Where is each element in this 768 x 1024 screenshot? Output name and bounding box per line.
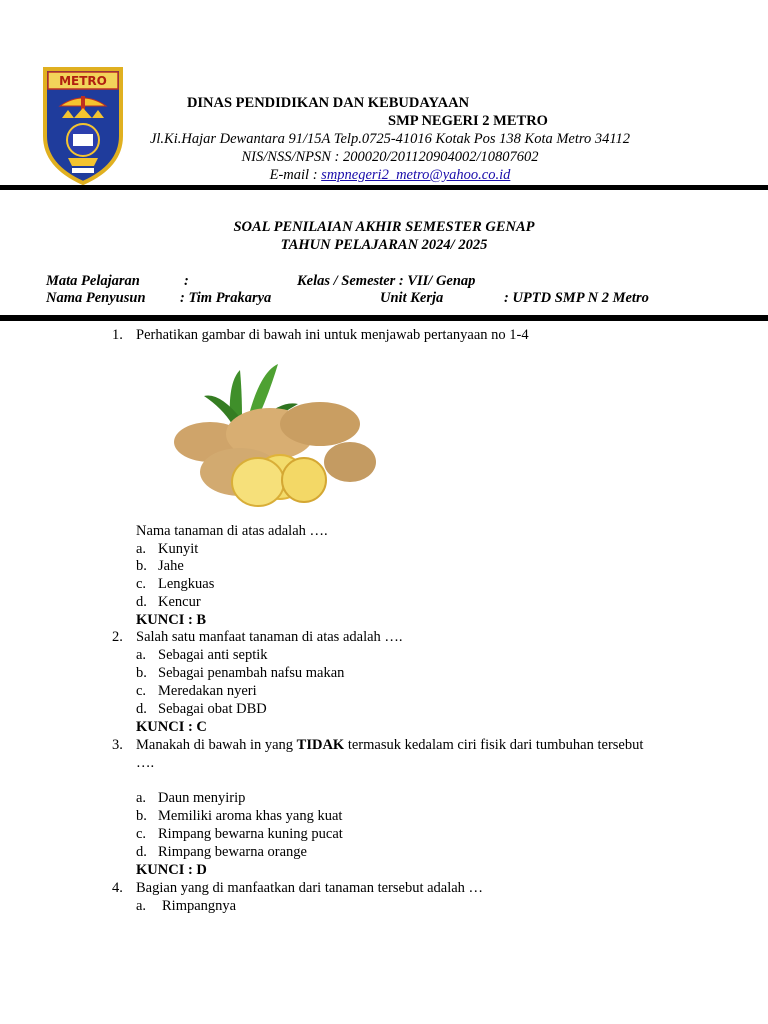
subject-label: Mata Pelajaran <box>46 273 140 289</box>
logo-text: METRO <box>59 74 107 88</box>
question-3-option-a <box>136 789 245 807</box>
option-letter: a. <box>136 541 147 557</box>
question-1-option-a <box>136 540 198 558</box>
question-2-option-b <box>136 664 344 682</box>
option-letter: a. <box>136 790 147 806</box>
question-1-option-c <box>136 575 214 593</box>
question-1-key: KUNCI : B <box>136 612 207 628</box>
author-value: : Tim Prakarya <box>180 290 272 306</box>
question-text-emphasis: TIDAK <box>296 737 345 753</box>
exam-title: SOAL PENILAIAN AKHIR SEMESTER GENAP <box>233 219 535 235</box>
question-text-post: termasuk kedalam ciri fisik dari tumbuhan tersebut <box>344 737 644 753</box>
question-text-pre: Manakah di bawah in yang <box>136 737 297 753</box>
option-letter: b. <box>136 665 147 681</box>
exam-year: TAHUN PELAJARAN 2024/ 2025 <box>280 237 488 253</box>
option-letter: c. <box>136 576 147 592</box>
question-3-option-b <box>136 807 342 825</box>
option-letter: d. <box>136 701 147 717</box>
subject-colon: : <box>184 273 189 289</box>
option-letter: d. <box>136 594 147 610</box>
option-text: Sebagai obat DBD <box>158 701 267 717</box>
header-email <box>130 166 650 184</box>
question-number: 4. <box>112 880 123 896</box>
option-letter: d. <box>136 844 147 860</box>
option-text: Daun menyirip <box>158 790 246 806</box>
question-3-option-c <box>136 825 343 843</box>
option-text: Kunyit <box>158 541 199 557</box>
header-school-name: SMP NEGERI 2 METRO <box>388 113 548 129</box>
ginger-image <box>170 362 400 512</box>
question-2 <box>112 628 403 646</box>
question-number: 1. <box>112 327 123 343</box>
class-semester: Kelas / Semester : VII/ Genap <box>297 273 476 289</box>
question-3 <box>112 736 643 754</box>
question-1-option-b <box>136 557 184 575</box>
question-text: Bagian yang di manfaatkan dari tanaman tersebut adalah … <box>136 880 484 896</box>
option-text: Meredakan nyeri <box>158 683 257 699</box>
option-text: Sebagai anti septik <box>158 647 268 663</box>
option-letter: a. <box>136 647 147 663</box>
question-text: Salah satu manfaat tanaman di atas adalah …. <box>136 629 403 645</box>
question-number: 3. <box>112 737 123 753</box>
question-3-option-d <box>136 843 307 861</box>
option-letter: b. <box>136 558 147 574</box>
question-3-continuation: …. <box>136 755 155 771</box>
question-4-option-a <box>136 897 236 915</box>
option-text: Rimpangnya <box>162 898 237 914</box>
unit-value: : UPTD SMP N 2 Metro <box>504 290 649 306</box>
question-number: 2. <box>112 629 123 645</box>
header-agency: DINAS PENDIDIKAN DAN KEBUDAYAAN <box>186 95 470 111</box>
option-text: Rimpang bewarna orange <box>158 844 307 860</box>
header-ids: NIS/NSS/NPSN : 200020/201120904002/10807602 <box>241 149 539 165</box>
question-2-option-d <box>136 700 267 718</box>
question-2-option-a <box>136 646 268 664</box>
email-link[interactable]: smpnegeri2_metro@yahoo.co.id <box>321 167 511 183</box>
option-text: Rimpang bewarna kuning pucat <box>158 826 343 842</box>
option-letter: c. <box>136 826 147 842</box>
option-letter: b. <box>136 808 147 824</box>
header-divider <box>0 185 768 190</box>
question-2-option-c <box>136 682 257 700</box>
header-address: Jl.Ki.Hajar Dewantara 91/15A Telp.0725-41016 Kotak Pos 138 Kota Metro 34112 <box>149 131 631 147</box>
question-1-subtext: Nama tanaman di atas adalah …. <box>136 523 328 539</box>
author-label: Nama Penyusun <box>46 290 146 306</box>
option-letter: c. <box>136 683 147 699</box>
option-text: Jahe <box>158 558 184 574</box>
email-label: E-mail : <box>269 167 322 183</box>
question-1 <box>112 326 529 344</box>
meta-divider <box>0 315 768 321</box>
option-text: Lengkuas <box>158 576 215 592</box>
unit-label: Unit Kerja <box>380 290 444 306</box>
question-1-option-d <box>136 593 201 611</box>
option-text: Sebagai penambah nafsu makan <box>158 665 345 681</box>
question-3-key: KUNCI : D <box>136 862 207 878</box>
option-letter: a. <box>136 898 147 914</box>
school-emblem-logo <box>42 66 124 186</box>
question-4 <box>112 879 483 897</box>
option-text: Memiliki aroma khas yang kuat <box>158 808 343 824</box>
option-text: Kencur <box>158 594 201 610</box>
question-text: Perhatikan gambar di bawah ini untuk menjawab pertanyaan no 1-4 <box>136 327 529 343</box>
question-2-key: KUNCI : C <box>136 719 207 735</box>
